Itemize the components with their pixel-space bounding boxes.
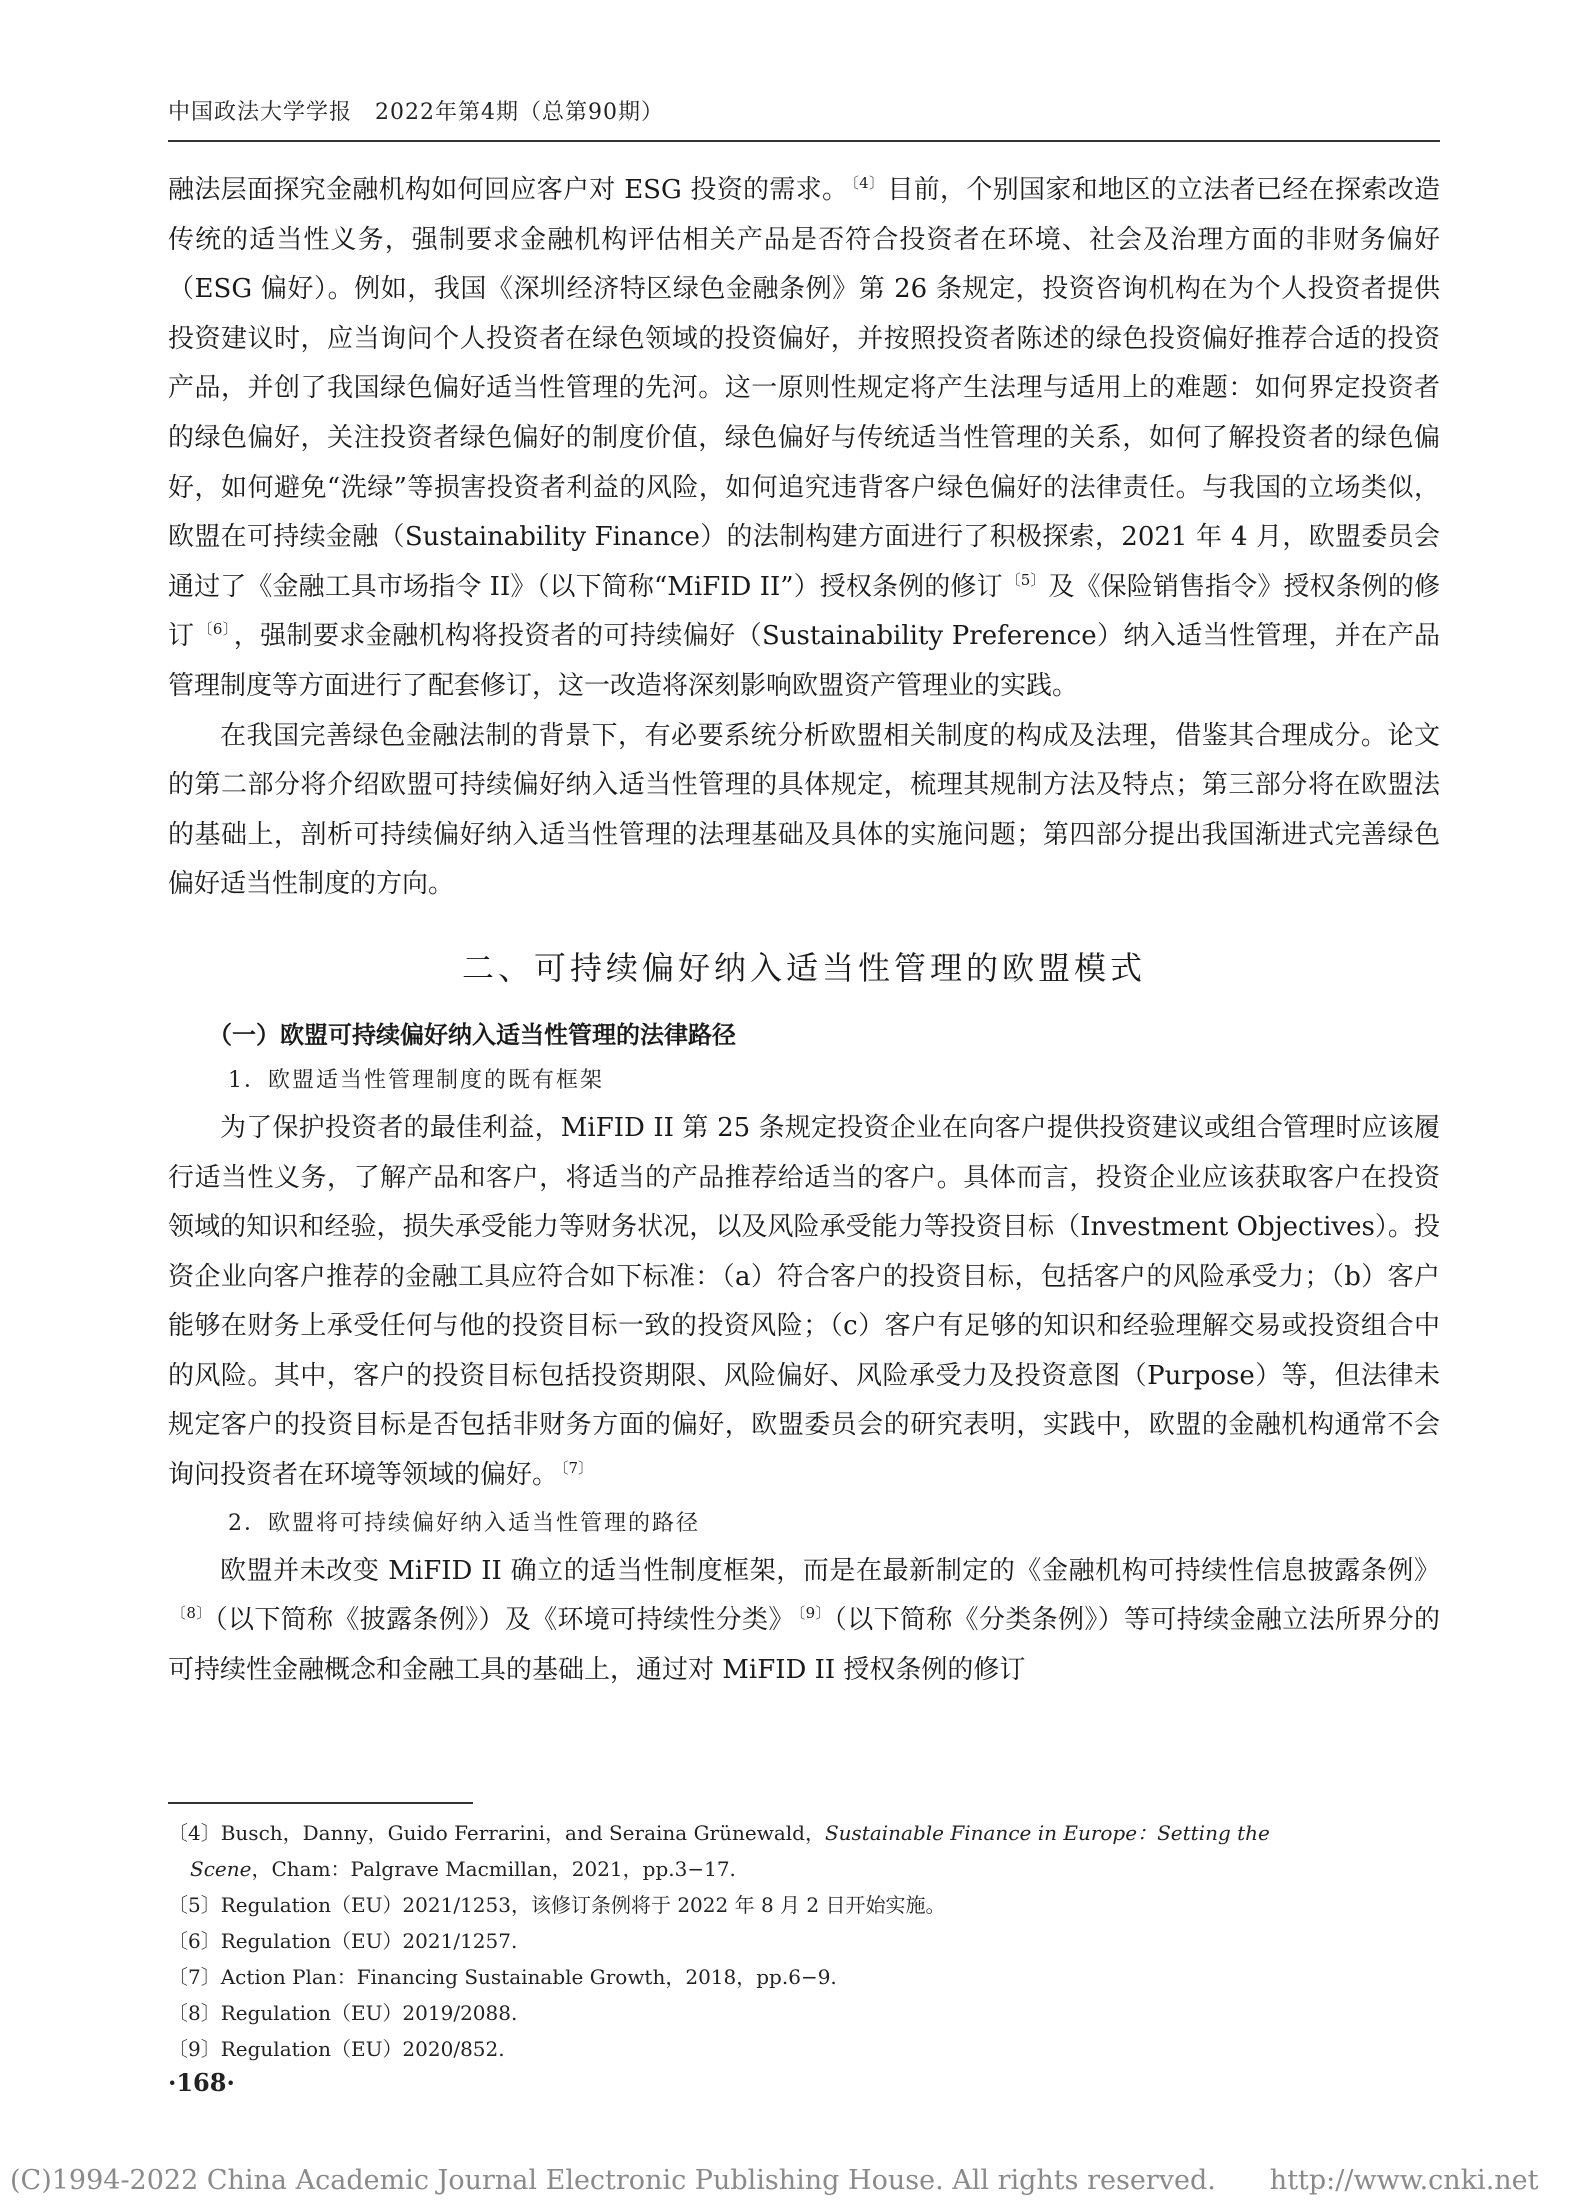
text-run: 融法层面探究金融机构如何回应客户对 ESG 投资的需求。 — [168, 175, 849, 205]
footnote-text: 〔4〕Busch，Danny，Guido Ferrarini，and Seraina Grünewald， — [168, 1821, 825, 1845]
footnote-4-cont — [168, 1851, 1440, 1887]
subsubsection-heading-1: 1．欧盟适当性管理制度的既有框架 — [228, 1067, 604, 1093]
text-run: ，强制要求金融机构将投资者的可持续偏好（Sustainability Preference）纳入适当性管理，并在产品管理制度等方面进行了配套修订，这一改造将深刻影响欧盟资产管理业的实践。 — [168, 621, 1440, 701]
running-head: 中国政法大学学报 2022年第4期（总第90期） — [168, 100, 664, 125]
footnote-7: 〔7〕Action Plan：Financing Sustainable Growth，2018，pp.6−9. — [168, 1965, 837, 1989]
paragraph-1 — [168, 166, 1440, 712]
section-title: 二、可持续偏好纳入适当性管理的欧盟模式 — [461, 948, 1146, 987]
subsubsection-heading-2: 2．欧盟将可持续偏好纳入适当性管理的路径 — [228, 1510, 700, 1536]
text-run: 欧盟并未改变 MiFID II 确立的适当性制度框架，而是在最新制定的《金融机构可持续性信息披露条例》 — [220, 1555, 1440, 1586]
text-run: 目前，个别国家和地区的立法者已经在探索改造传统的适当性义务，强制要求金融机构评估相关产品是否符合投资者在环境、社会及治理方面的非财务偏好（ESG 偏好）。例如，我国《深圳经济特区绿色金融条例》第 26 条规定，投资咨询机构在为个人投资者提供投资建议时，应当询问个人投资者在绿色领域的投资偏好，并按照投资者陈述的绿色投资偏好推荐合适的投资产品，并创了我国绿色偏好适当性管理的先河。这一原则性规定将产生法理与适用上的难题：如何界定投资者的绿色偏好，关注投资者绿色偏好的制度价值，绿色偏好与传统适当性管理的关系，如何了解投资者的绿色偏好，如何避免“洗绿”等损害投资者利益的风险，如何追究违背客户绿色偏好的法律责任。与我国的立场类似，欧盟在可持续金融（Sustainability Finance）的法制构建方面进行了积极探索，2021 年 4 月，欧盟委员会通过了《金融工具市场指令 II》（以下简称“MiFID II”）授权条例的修订 — [168, 175, 1440, 602]
footnote-book-title: Sustainable Finance in Europe：Setting the — [824, 1821, 1270, 1845]
main-text — [168, 166, 1440, 1695]
text-run: 及《保险销售指令》授权条例的修订 — [168, 571, 1440, 652]
footnote-8: 〔8〕Regulation（EU）2019/2088. — [168, 2001, 518, 2025]
paragraph-2: 在我国完善绿色金融法制的背景下，有必要系统分析欧盟相关制度的构成及法理，借鉴其合理成分。论文的第二部分将介绍欧盟可持续偏好纳入适当性管理的具体规定，梳理其规制方法及特点；第三部分将在欧盟法的基础上，剖析可持续偏好纳入适当性管理的法理基础及具体的实施问题；第四部分提出我国渐进式完善绿色偏好适当性制度的方向。 — [168, 720, 1440, 900]
header-rule — [168, 140, 1440, 142]
copyright-watermark: (C)1994-2022 China Academic Journal Electronic Publishing House. All rights reserved. http://www.cnki.net — [10, 2165, 1539, 2196]
footnote-ref-4[interactable]: 〔4〕 — [851, 174, 885, 192]
footnote-text: ，Cham：Palgrave Macmillan，2021，pp.3−17. — [251, 1857, 736, 1881]
footnote-9: 〔9〕Regulation（EU）2020/852. — [168, 2037, 505, 2061]
text-run: （以下简称《披露条例》）及《环境可持续性分类》 — [214, 1605, 795, 1636]
text-run: （以下简称《分类条例》）等可持续金融立法所界分的可持续性金融概念和金融工具的基础上，通过对 MiFID II 授权条例的修订 — [168, 1605, 1440, 1685]
footnotes — [168, 1815, 1440, 2067]
footnote-ref-9[interactable]: 〔9〕 — [797, 1604, 831, 1623]
footnote-6: 〔6〕Regulation（EU）2021/1257. — [168, 1929, 518, 1953]
footnote-book-title: Scene — [190, 1857, 252, 1881]
footnote-ref-5[interactable]: 〔5〕 — [1005, 570, 1046, 589]
footnote-ref-7[interactable]: 〔7〕 — [561, 1459, 594, 1478]
footnote-ref-6[interactable]: 〔6〕 — [197, 620, 231, 639]
footnote-rule — [168, 1802, 473, 1804]
paragraph-4 — [168, 1547, 1440, 1696]
footnote-ref-8[interactable]: 〔8〕 — [171, 1604, 212, 1623]
subsection-heading: （一）欧盟可持续偏好纳入适当性管理的法律路径 — [208, 1020, 736, 1049]
text-run: 为了保护投资者的最佳利益，MiFID II 第 25 条规定投资企业在向客户提供投资建议或组合管理时应该履行适当性义务，了解产品和客户，将适当的产品推荐给适当的客户。具体而言，投资企业应该获取客户在投资领域的知识和经验，损失承受能力等财务状况，以及风险承受能力等投资目标（Investment Objectives）。投资企业向客户推荐的金融工具应符合如下标准：（a）符合客户的投资目标，包括客户的风险承受力；（b）客户能够在财务上承受任何与他的投资目标一致的投资风险；（c）客户有足够的知识和经验理解交易或投资组合中的风险。其中，客户的投资目标包括投资期限、风险偏好、风险承受力及投资意图（Purpose）等，但法律未规定客户的投资目标是否包括非财务方面的偏好，欧盟委员会的研究表明，实践中，欧盟的金融机构通常不会询问投资者在环境等领域的偏好。 — [168, 1112, 1440, 1491]
page-number: ·168· — [168, 2068, 235, 2097]
footnote-4 — [168, 1815, 1440, 1851]
paragraph-3 — [168, 1104, 1440, 1501]
footnote-5: 〔5〕Regulation（EU）2021/1253，该修订条例将于 2022 年 8 月 2 日开始实施。 — [168, 1893, 946, 1917]
